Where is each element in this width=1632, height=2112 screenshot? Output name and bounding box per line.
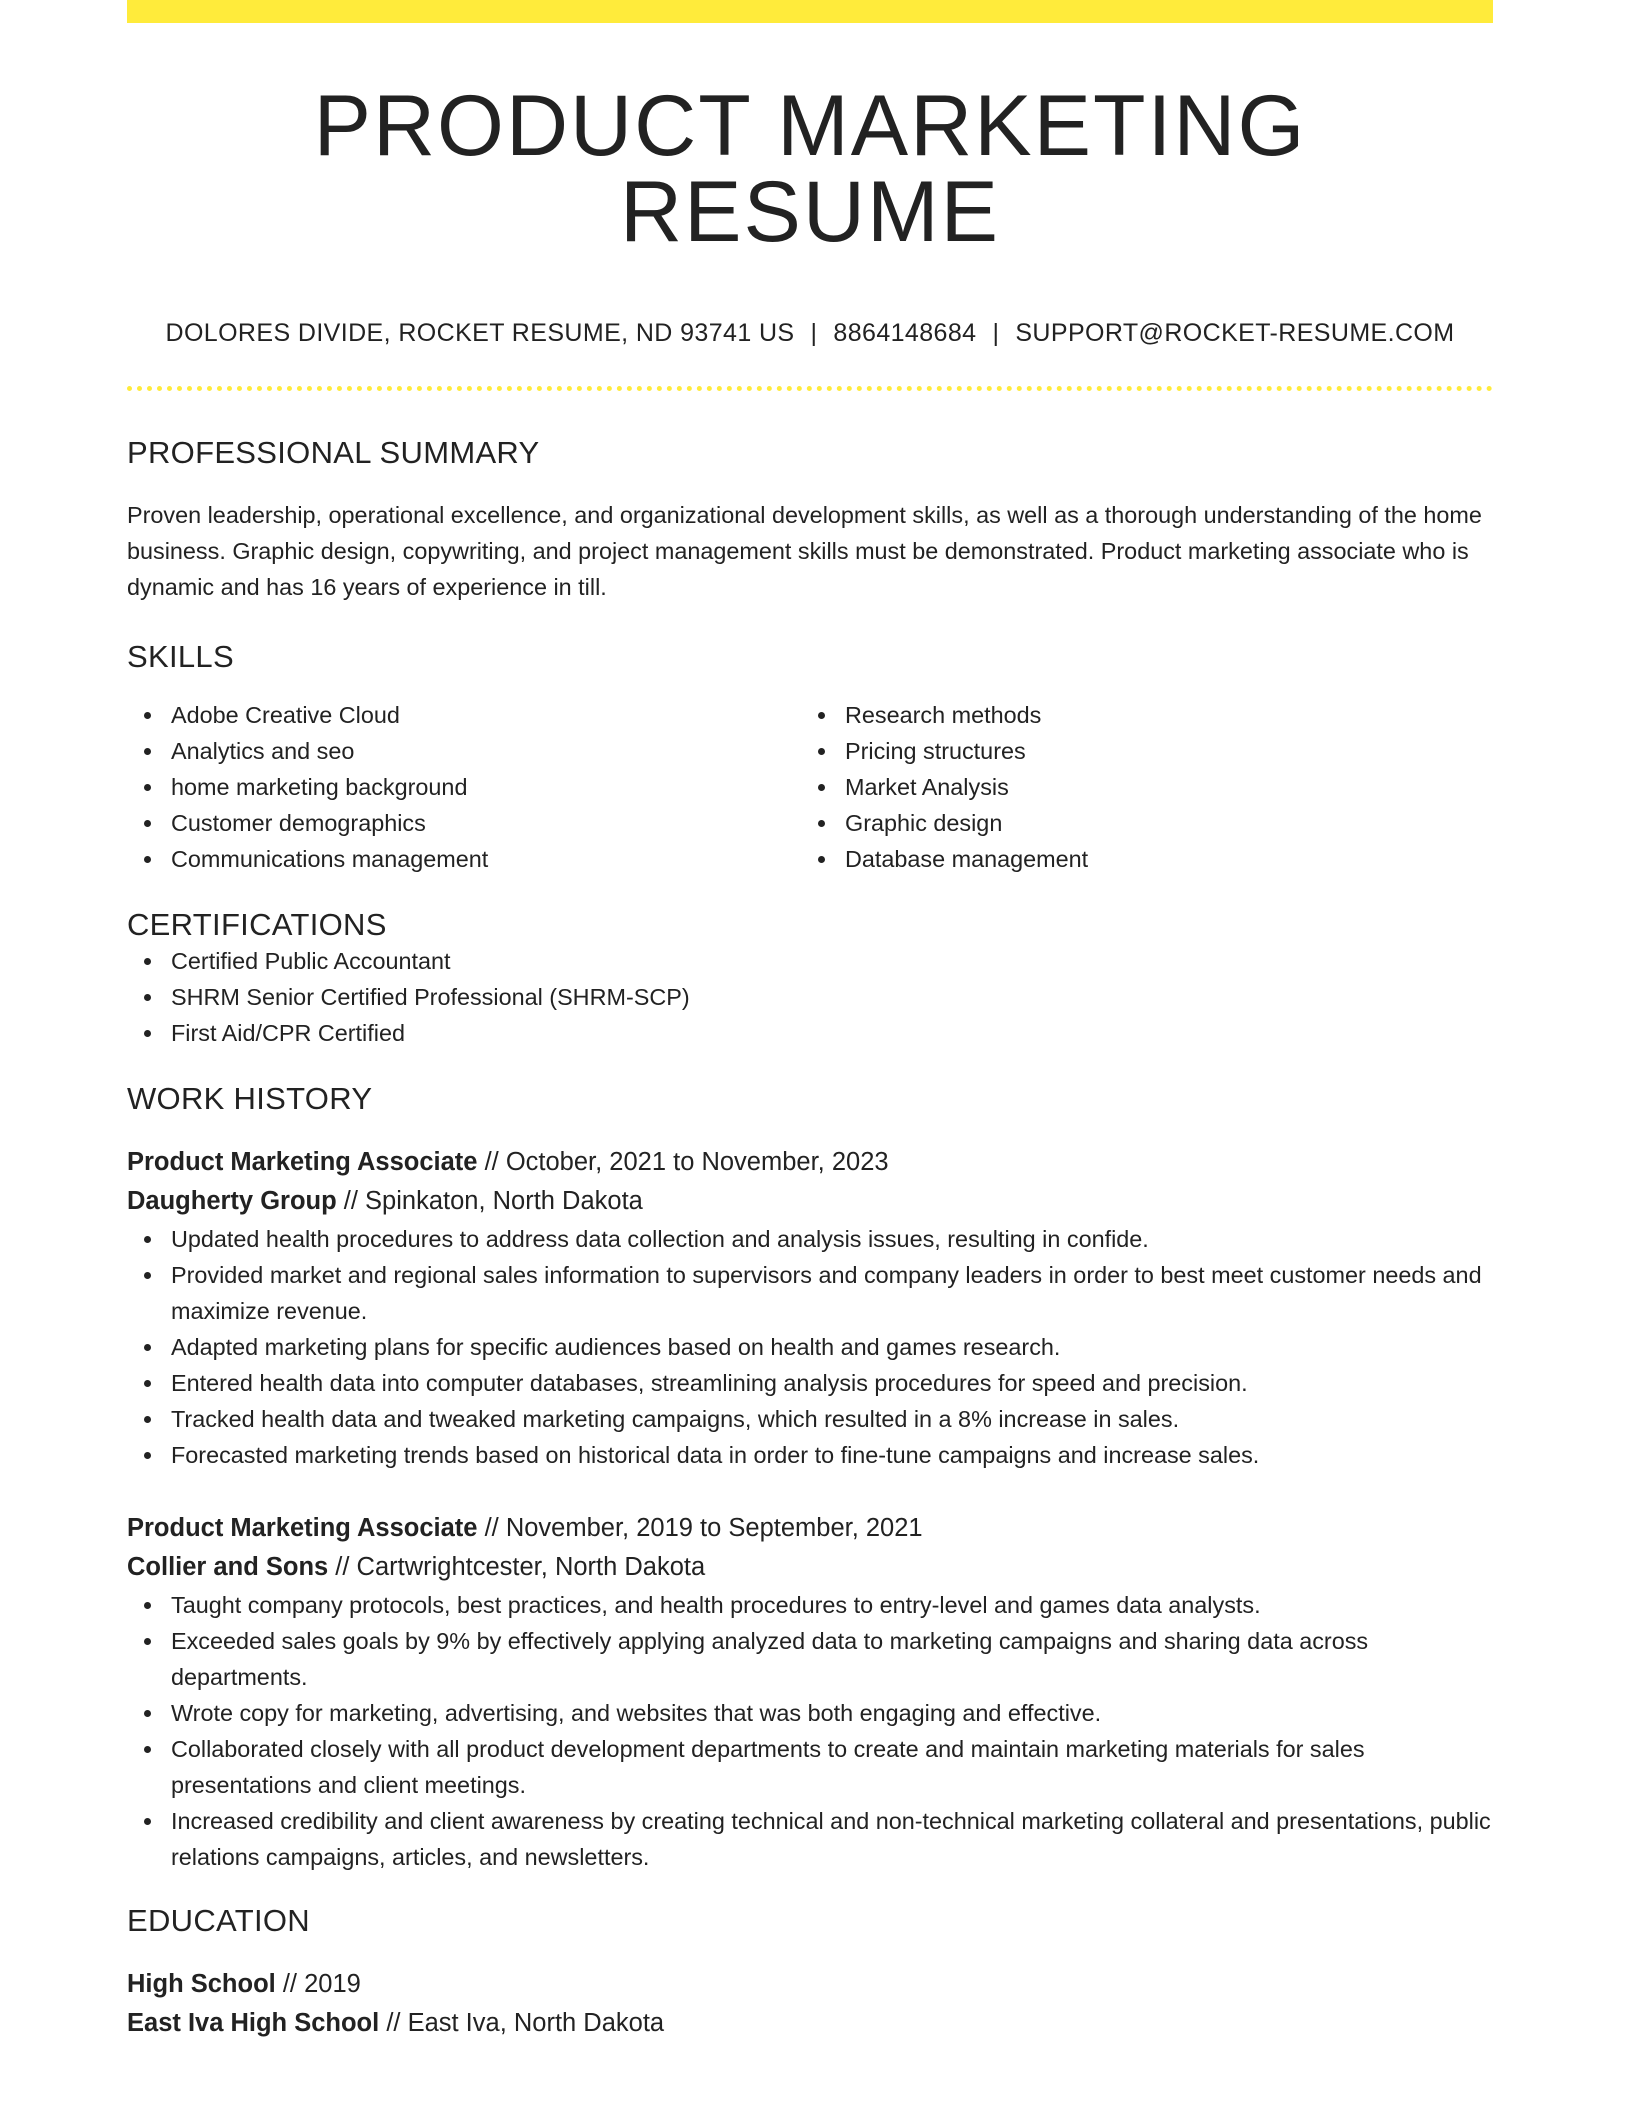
job-bullet: Entered health data into computer databases, streamlining analysis procedures for speed and precision. [171, 1365, 1493, 1401]
job-role: Product Marketing Associate [127, 1514, 478, 1542]
certification-item: SHRM Senior Certified Professional (SHRM-SCP) [171, 979, 1493, 1015]
job-bullet: Taught company protocols, best practices, and health procedures to entry-level and games data analysts. [171, 1587, 1493, 1623]
job-company: Collier and Sons [127, 1553, 329, 1581]
education-degree: High School [127, 1970, 276, 1998]
education-school: East Iva High School [127, 2009, 380, 2037]
skills-column-right [801, 697, 1475, 877]
contact-address: DOLORES DIVIDE, ROCKET RESUME, ND 93741 US [165, 319, 795, 347]
education-school-line [127, 2004, 1493, 2043]
job-title-line [127, 1143, 1493, 1182]
education-degree-line [127, 1965, 1493, 2004]
contact-line [127, 319, 1493, 348]
skills-column-left [127, 697, 801, 877]
certifications-section [127, 907, 1493, 1051]
certification-item: First Aid/CPR Certified [171, 1015, 1493, 1051]
education-entry [127, 1965, 1493, 2043]
education-section [127, 1903, 1493, 2043]
summary-heading: PROFESSIONAL SUMMARY [127, 435, 540, 470]
certification-item: Certified Public Accountant [171, 943, 1493, 979]
skills-section [127, 639, 1493, 877]
skills-heading: SKILLS [127, 639, 234, 674]
job-bullet: Forecasted marketing trends based on historical data in order to fine-tune campaigns and increase sales. [171, 1437, 1493, 1473]
job-bullet: Adapted marketing plans for specific audiences based on health and games research. [171, 1329, 1493, 1365]
job-entry [127, 1143, 1493, 1473]
skills-list-left [127, 697, 801, 877]
skill-item: Database management [845, 841, 1475, 877]
job-company-line [127, 1548, 1493, 1587]
job-company: Daugherty Group [127, 1187, 337, 1215]
education-year: // 2019 [275, 1970, 361, 1998]
accent-bar [127, 0, 1493, 23]
resume-title: PRODUCT MARKETING RESUME [313, 78, 1307, 260]
skill-item: Research methods [845, 697, 1475, 733]
skill-item: Communications management [171, 841, 801, 877]
certifications-list [127, 943, 1493, 1051]
certifications-heading: CERTIFICATIONS [127, 907, 387, 942]
job-dates: // November, 2019 to September, 2021 [477, 1514, 923, 1542]
skills-grid [127, 697, 1493, 877]
job-dates: // October, 2021 to November, 2023 [477, 1148, 889, 1176]
education-location: // East Iva, North Dakota [379, 2009, 665, 2037]
job-bullet: Tracked health data and tweaked marketing campaigns, which resulted in a 8% increase in sales. [171, 1401, 1493, 1437]
job-role: Product Marketing Associate [127, 1148, 478, 1176]
job-bullet: Provided market and regional sales information to supervisors and company leaders in order to best meet customer needs and maximize revenue. [171, 1257, 1493, 1329]
header-divider [127, 386, 1493, 391]
contact-phone: 8864148684 [833, 319, 977, 347]
skill-item: Market Analysis [845, 769, 1475, 805]
education-heading: EDUCATION [127, 1903, 310, 1938]
job-bullet: Collaborated closely with all product development departments to create and maintain marketing materials for sales presentations and client meetings. [171, 1731, 1493, 1803]
contact-email: SUPPORT@ROCKET-RESUME.COM [1015, 319, 1455, 347]
contact-separator: | [810, 319, 818, 347]
resume-page [127, 0, 1493, 2043]
skill-item: Analytics and seo [171, 733, 801, 769]
job-title-line [127, 1509, 1493, 1548]
skill-item: Adobe Creative Cloud [171, 697, 801, 733]
job-company-line [127, 1182, 1493, 1221]
job-bullet: Increased credibility and client awareness by creating technical and non-technical marketing collateral and presentations, public relations campaigns, articles, and newsletters. [171, 1803, 1493, 1875]
job-entry [127, 1509, 1493, 1875]
work-history-section [127, 1081, 1493, 1875]
summary-text: Proven leadership, operational excellence, and organizational development skills, as well as a thorough understanding of the home business. Graphic design, copywriting, and project management skills must be demonstrated. Product marketing associate who is dynamic and has 16 years of experience in till. [127, 502, 1482, 600]
job-bullet: Exceeded sales goals by 9% by effectively applying analyzed data to marketing campaigns and sharing data across departments. [171, 1623, 1493, 1695]
skills-list-right [801, 697, 1475, 877]
job-bullet: Updated health procedures to address data collection and analysis issues, resulting in confide. [171, 1221, 1493, 1257]
job-bullet: Wrote copy for marketing, advertising, and websites that was both engaging and effective. [171, 1695, 1493, 1731]
job-bullets [127, 1221, 1493, 1473]
job-location: // Cartwrightcester, North Dakota [328, 1553, 706, 1581]
skill-item: Pricing structures [845, 733, 1475, 769]
skill-item: Customer demographics [171, 805, 801, 841]
contact-separator: | [992, 319, 1000, 347]
work-history-heading: WORK HISTORY [127, 1081, 373, 1116]
job-bullets [127, 1587, 1493, 1875]
skill-item: home marketing background [171, 769, 801, 805]
summary-section [127, 435, 1493, 605]
job-location: // Spinkaton, North Dakota [336, 1187, 643, 1215]
skill-item: Graphic design [845, 805, 1475, 841]
